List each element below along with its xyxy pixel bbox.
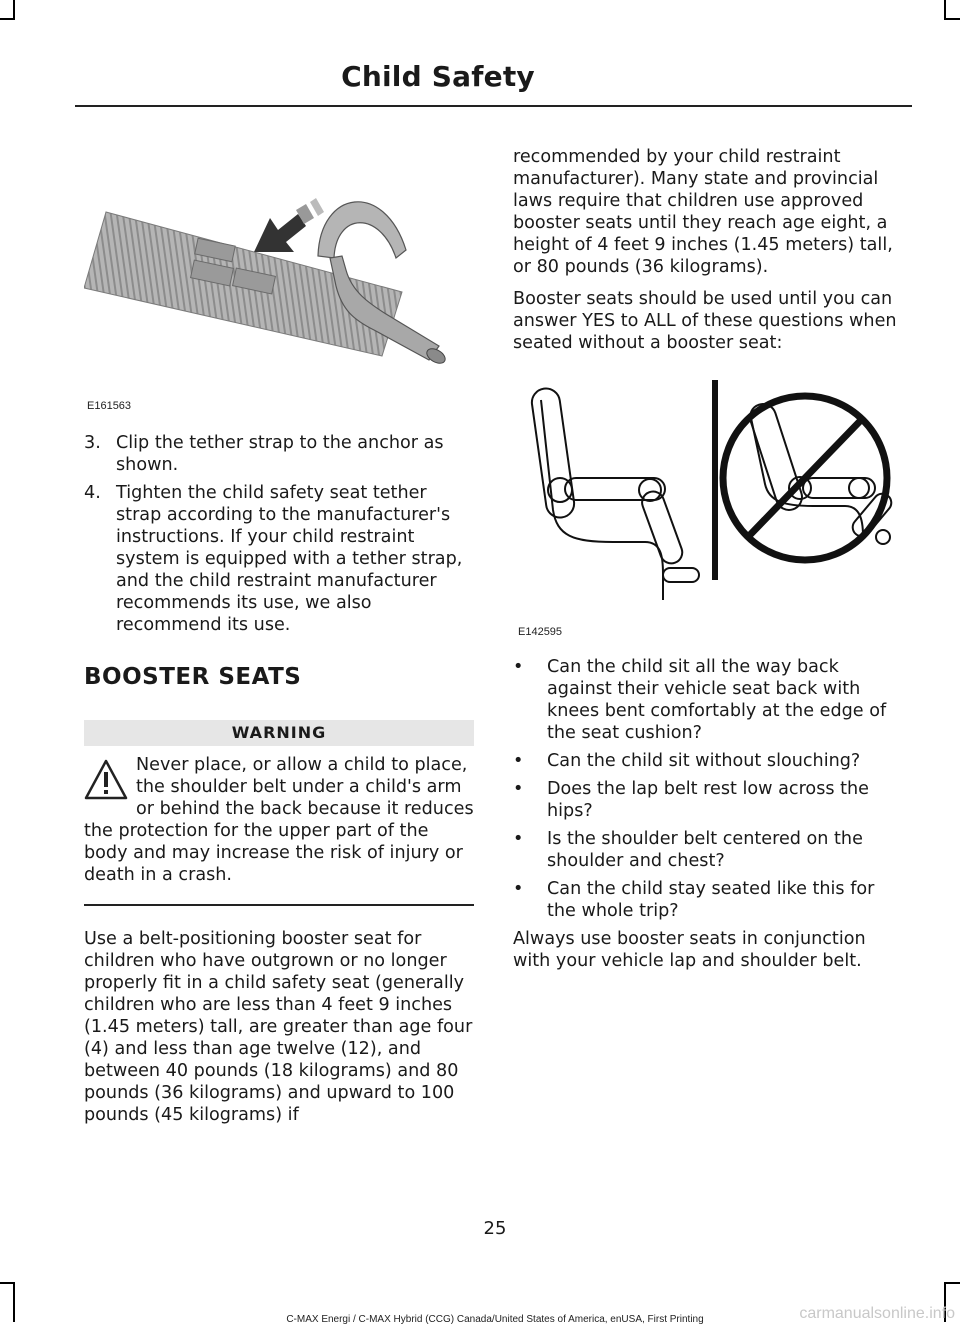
- warning-box: [84, 720, 474, 906]
- warning-text: Never place, or allow a child to place, the shoulder belt under a child's arm or behind the back because it reduces the protection for the upper part of the body and may increase the risk of injury or death in a crash.: [84, 755, 474, 885]
- paragraph-questions: Booster seats should be used until you can answer YES to ALL of these questions when seated without a booster seat:: [513, 289, 897, 353]
- crop-mark: [944, 0, 946, 20]
- step-text: Tighten the child safety seat tether strap according to the manufacturer's instructions. If your child restraint system is equipped with a tether strap, and the child restraint manufacturer recommends its use, we also recommend its use.: [116, 483, 463, 635]
- step-text: Clip the tether strap to the anchor as shown.: [116, 433, 444, 475]
- crop-mark: [944, 18, 960, 20]
- warning-triangle-icon: [84, 758, 128, 802]
- question-text: Can the child sit all the way back against their vehicle seat back with knees bent comfortably at the edge of the seat cushion?: [547, 657, 887, 743]
- question-text: Can the child stay seated like this for the whole trip?: [547, 879, 875, 921]
- question-text: Does the lap belt rest low across the hips?: [547, 779, 869, 821]
- list-item: [513, 750, 907, 772]
- list-item: [513, 656, 907, 744]
- seated-child-illustration: [513, 360, 907, 610]
- footer-text: C-MAX Energi / C-MAX Hybrid (CCG) Canada/United States of America, enUSA, First Printing: [286, 1314, 704, 1325]
- crop-mark: [0, 1282, 15, 1284]
- tether-strap-illustration: [84, 160, 474, 390]
- watermark: carmanualsonline.info: [799, 1305, 955, 1322]
- list-item: [84, 432, 474, 476]
- instruction-steps: [84, 432, 474, 636]
- list-item: [84, 482, 474, 636]
- question-list: [513, 656, 907, 922]
- crop-mark: [944, 1282, 960, 1284]
- page-title: Child Safety: [341, 60, 535, 93]
- step-number: 3.: [84, 433, 101, 453]
- crop-mark: [13, 0, 15, 20]
- bullet-icon: •: [513, 829, 524, 849]
- question-text: Is the shoulder belt centered on the shoulder and chest?: [547, 829, 863, 871]
- list-item: [513, 778, 907, 822]
- bullet-icon: •: [513, 779, 524, 799]
- list-item: [513, 878, 907, 922]
- question-text: Can the child sit without slouching?: [547, 751, 861, 771]
- seating-position-figure: [513, 360, 907, 644]
- booster-paragraph: Use a belt-positioning booster seat for children who have outgrown or no longer properly fit in a child safety seat (generally children who are less than 4 feet 9 inches (1.45 meters) tall, are greater than age four (4) and less than age twelve (12), and between 40 pounds (18 kilograms) and 80 pounds (36 kilograms) and upward to 100 pounds (45 kilograms) if: [84, 929, 473, 1125]
- bullet-icon: •: [513, 879, 524, 899]
- figure-code: E142595: [518, 626, 563, 638]
- bullet-icon: •: [513, 751, 524, 771]
- crop-mark: [13, 1282, 15, 1322]
- warning-body: [84, 754, 474, 886]
- warning-label: WARNING: [84, 720, 474, 746]
- closing-paragraph: Always use booster seats in conjunction with your vehicle lap and shoulder belt.: [513, 929, 866, 971]
- paragraph-continued: recommended by your child restraint manufacturer). Many state and provincial laws require that children use approved booster seats until they reach age eight, a height of 4 feet 9 inches (1.45 meters) tall, or 80 pounds (36 kilograms).: [513, 147, 893, 277]
- crop-mark: [0, 18, 15, 20]
- tether-anchor-figure: [84, 160, 474, 418]
- list-item: [513, 828, 907, 872]
- right-column: [513, 146, 907, 972]
- section-heading: BOOSTER SEATS: [84, 664, 302, 690]
- header-divider: [75, 105, 912, 107]
- page-number: 25: [483, 1218, 507, 1239]
- figure-code: E161563: [87, 400, 132, 412]
- step-number: 4.: [84, 483, 101, 503]
- bullet-icon: •: [513, 657, 524, 677]
- arrow-icon: [254, 198, 324, 252]
- warning-divider: [84, 904, 474, 906]
- left-column: [84, 160, 474, 1126]
